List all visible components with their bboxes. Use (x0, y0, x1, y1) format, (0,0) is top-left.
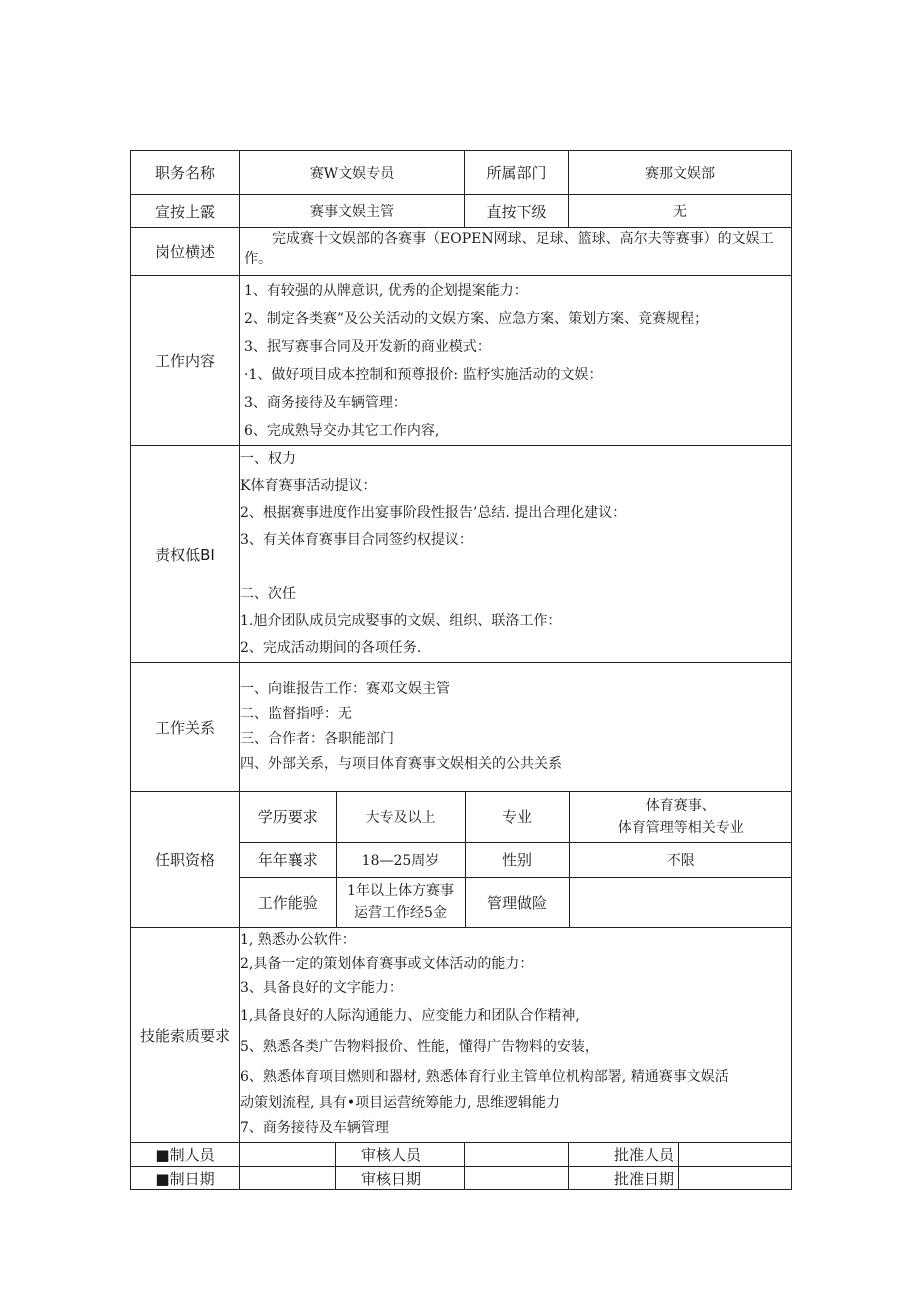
prepared-date-label: ■制日期 (131, 1167, 240, 1190)
work-content-line: 2、制定各类赛”及公关活动的文娱方案、应急方案、策划方案、竞赛规程； (244, 310, 709, 327)
row-job-title (131, 151, 792, 195)
experience-value (336, 877, 465, 927)
description-text: 完成赛十文娱部的各赛事（EOPEN网球、足球、篮球、高尔夫等赛事）的文娱工作。 (244, 231, 774, 267)
education-value: 大专及以上 (336, 792, 465, 842)
skills-line: 3、具备良好的文字能力： (240, 980, 403, 996)
relations-line: 三、合作者：各职能部门 (240, 731, 394, 747)
rights-line: 二、次任 (240, 586, 296, 602)
work-content-line: 1、有较强的从牌意识, 优秀的企划提案能力： (244, 282, 528, 299)
approve-date-value[interactable] (679, 1167, 792, 1190)
skills-label: 技能索质要求 (131, 928, 240, 1143)
review-date-value[interactable] (465, 1167, 569, 1190)
skills-line: 2,具备一定的策划体育赛事或文体活动的能力： (240, 956, 534, 972)
experience-value-line: 运营工作经5金 (354, 905, 447, 922)
row-signoff-dates (131, 1167, 792, 1190)
rights-line: 2、完成活动期间的各项任务. (240, 640, 422, 656)
major-value-line: 体育赛事、 (645, 797, 716, 814)
work-content-line: 3、商务接待及车辆管理： (244, 394, 407, 411)
age-value: 18—25周岁 (336, 842, 465, 877)
superior-label: 宣按上霰 (131, 195, 240, 228)
rights-line: 1.旭介团队成员完成娶事的文娱、组织、联洛工作： (240, 613, 562, 629)
qualifications-label: 任职资格 (131, 792, 240, 928)
qualification-row (240, 877, 792, 927)
prepared-date-value[interactable] (240, 1167, 336, 1190)
major-label: 专业 (465, 792, 569, 842)
department-value: 赛那文娱部 (569, 151, 792, 195)
row-work-relations (131, 663, 792, 792)
reviewer-value[interactable] (465, 1143, 569, 1167)
rights-label: 责权低BI (131, 446, 240, 663)
rights-line: K体育赛事活动提议： (240, 478, 377, 494)
gender-label: 性别 (465, 842, 569, 877)
age-label: 年年襄求 (240, 842, 336, 877)
skills-line: 1,具备良好的人际沟通能力、应变能力和团队合作精神, (240, 1008, 580, 1024)
description-label: 岗位横述 (131, 228, 240, 276)
skills-line: 6、熟悉体育项目燃则和器材, 熟悉体育行业主管单位机构部署, 精通赛事文娱活 (240, 1069, 729, 1085)
review-date-label: 审核日期 (336, 1167, 465, 1190)
experience-value-line: 1年以上体方赛事 (347, 883, 454, 900)
qualification-row (240, 792, 792, 842)
reviewer-label: 审核人员 (336, 1143, 465, 1167)
rights-cell (240, 446, 792, 663)
department-label: 所属部门 (465, 151, 569, 195)
row-skills (131, 928, 792, 1143)
row-work-content (131, 276, 792, 446)
prepared-by-value[interactable] (240, 1143, 336, 1167)
major-value (569, 792, 792, 842)
approver-value[interactable] (679, 1143, 792, 1167)
skills-line: 动策划流程, 具有•项目运营统筹能力, 思维逻辑能力 (240, 1095, 561, 1111)
work-content-line: 3、抿写赛事合同及开发新的商业模式： (244, 338, 491, 355)
relations-cell (240, 663, 792, 792)
work-content-line: 6、完成熟导交办其它工作内容, (244, 422, 440, 439)
description-cell (240, 228, 792, 276)
subordinate-value: 无 (569, 195, 792, 228)
job-title-label: 职务名称 (131, 151, 240, 195)
rights-line: 一、权力 (240, 451, 296, 467)
relations-line: 二、监督指呼：无 (240, 706, 352, 722)
row-rights-responsibilities (131, 446, 792, 663)
rights-line: 2、根据赛事进度作出宴事阶段性报告’总结. 提出合理化建议： (240, 505, 627, 521)
skills-line: 1, 熟悉办公软件： (240, 932, 356, 948)
prepared-by-label: ■制人员 (131, 1143, 240, 1167)
qualifications-cell (240, 792, 792, 928)
relations-line: 四、外部关系，与项目体育赛事文娱相关的公共关系 (240, 756, 562, 772)
work-content-line: ·1、做好项目成本控制和预尊报价: 监杼实施活动的文娱： (244, 366, 603, 383)
qualifications-table (240, 792, 792, 927)
row-qualifications (131, 792, 792, 928)
job-title-value: 赛W文娱专员 (240, 151, 465, 195)
relations-label: 工作关系 (131, 663, 240, 792)
work-content-cell (240, 276, 792, 446)
row-description (131, 228, 792, 276)
superior-value: 赛事文娱主管 (240, 195, 465, 228)
management-value (569, 877, 792, 927)
subordinate-label: 直按下级 (465, 195, 569, 228)
skills-line: 7、商务接待及车辆管理 (240, 1120, 389, 1136)
work-content-label: 工作内容 (131, 276, 240, 446)
row-signoff-people (131, 1143, 792, 1167)
rights-line: 3、有关体育赛事目合同签约权提议： (240, 532, 473, 548)
skills-cell (240, 928, 792, 1143)
management-label: 管理做险 (465, 877, 569, 927)
skills-line: 5、熟悉各类广告物料报价、性能，懂得广告物料的安装， (240, 1039, 599, 1055)
approve-date-label: 批准日期 (569, 1167, 679, 1190)
job-description-form (130, 150, 792, 1190)
row-reporting (131, 195, 792, 228)
experience-label: 工作能验 (240, 877, 336, 927)
major-value-line: 体育管理等相关专业 (617, 819, 744, 836)
approver-label: 批准人员 (569, 1143, 679, 1167)
qualification-row (240, 842, 792, 877)
gender-value: 不限 (569, 842, 792, 877)
rights-line (240, 554, 791, 581)
relations-line: 一、向谁报告工作：赛邓文娱主管 (240, 681, 450, 697)
education-label: 学历要求 (240, 792, 336, 842)
